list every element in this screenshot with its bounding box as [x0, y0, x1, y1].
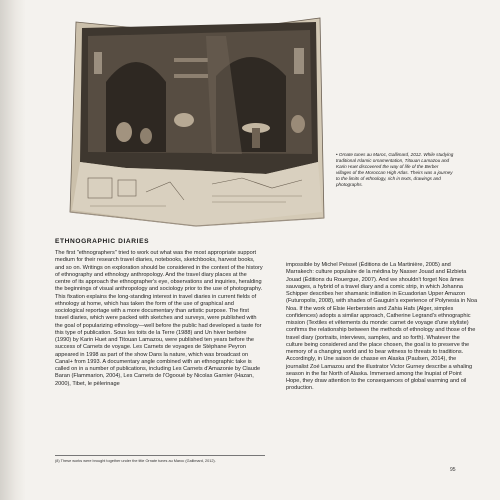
footnote-divider	[55, 455, 265, 456]
sketchbook-photograph	[66, 12, 328, 230]
book-gutter-shadow	[0, 0, 26, 500]
left-column	[55, 250, 263, 388]
caption-text: Ornate tunes au Maroc, Gallimard, 2012. While studying traditional Islamic ornamentation, Titouan Lamazou and Karin Huet discovered the way of life of the Berber villages of the Moroccan High Atlas. Theirs was a journey to the limits of ethnology, rich in texts, drawings and photographs.	[336, 152, 454, 187]
footnote: (8) These works were brought together under the title Ornate tunes au Maroc (Gallimard, 2012).	[55, 459, 216, 463]
page-number: 95	[450, 467, 456, 473]
photo-caption	[336, 152, 454, 188]
sketchbook-illustration	[66, 12, 328, 230]
right-column	[286, 262, 478, 393]
left-column-text: The first "ethnographers" tried to work out what was the most appropriate support medium for their research travel diaries, notebooks, sketchbooks, harvest books, and so on. Writings on exploration should be considered in the context of the history of ethnography and ethnology anthropology. And the travel diary places at the centre of its approach the ethnographer's eye, observations and inquiries, heralding the beginnings of visual anthropology and sociology prior to the use of photography. This fixation explains the long-standing interest in travel diaries in current fields of ethnology at home, which has taken the form of the use of graphical and sociological reportage with a more documentary than artistic purpose. The first travel diaries, which were packed with sketches and surveys, were published with the goal of popularizing ethnology—well before the public had developed a taste for this type of publication. Sous les toits de la Terre (1988) and Un hiver berbère (1990) by Karin Huet and Titouan Lamazou, were published ten years before the success of Carnets de voyage. Les Carnets de voyages de Stéphane Peyron appeared in 1998 as part of the show Dans la nature, which was broadcast on Canal+ from 1993. A documentary angle combined with an ethnographic take is called on in a number of publications, including Les Carnets d'Amazonie by Claude Baran (Flammarion, 2004), Les Carnets de l'Ogooué by Nicolas Garnier (Hazan, 2000), Tibet, le pèlerinage	[55, 250, 263, 387]
right-column-text: impossible by Michel Peissel (Éditions de La Martinière, 2005) and Marrakech: culture populaire de la médina by Nasser Jouad and Elzbieta Jouad (Éditions du Rouergue, 2007). And we shouldn't forget Nos âmes sauvages, a hybrid of a travel diary and a comic strip, in which Johanna Schipper describes her shamanic initiation in Ecuadorian Upper Amazon (Futuropolis, 2008), with shades of Gauguin's experience of Polynesia in Noa Noa. If the work of Elsie Herberstein and Zahia Hafs (Alger, simples confidences) adopts a similar approach, Catherine Legrand's ethnographic mission (Textiles et vêtements du monde: carnet de voyage d'une styliste) confirms the relationship between the methods of ethnology and those of the travel diary (portraits, interviews, samples, and so forth). Whatever the culture being considered and the place chosen, the goal is to preserve the memory of a changing world and to bear witness to threats to traditions. Accordingly, in Une saison de chasse en Alaska (Paulsen, 2014), the journalist Zoé Lamazou and the illustrator Victor Gurney describe a whaling season in the far North of Alaska. Immersed among the Inupiat of Point Hope, they draw attention to the consequences of global warming and oil production.	[286, 262, 478, 392]
section-title: ETHNOGRAPHIC DIARIES	[55, 238, 150, 245]
caption-bullet: •	[336, 152, 338, 157]
